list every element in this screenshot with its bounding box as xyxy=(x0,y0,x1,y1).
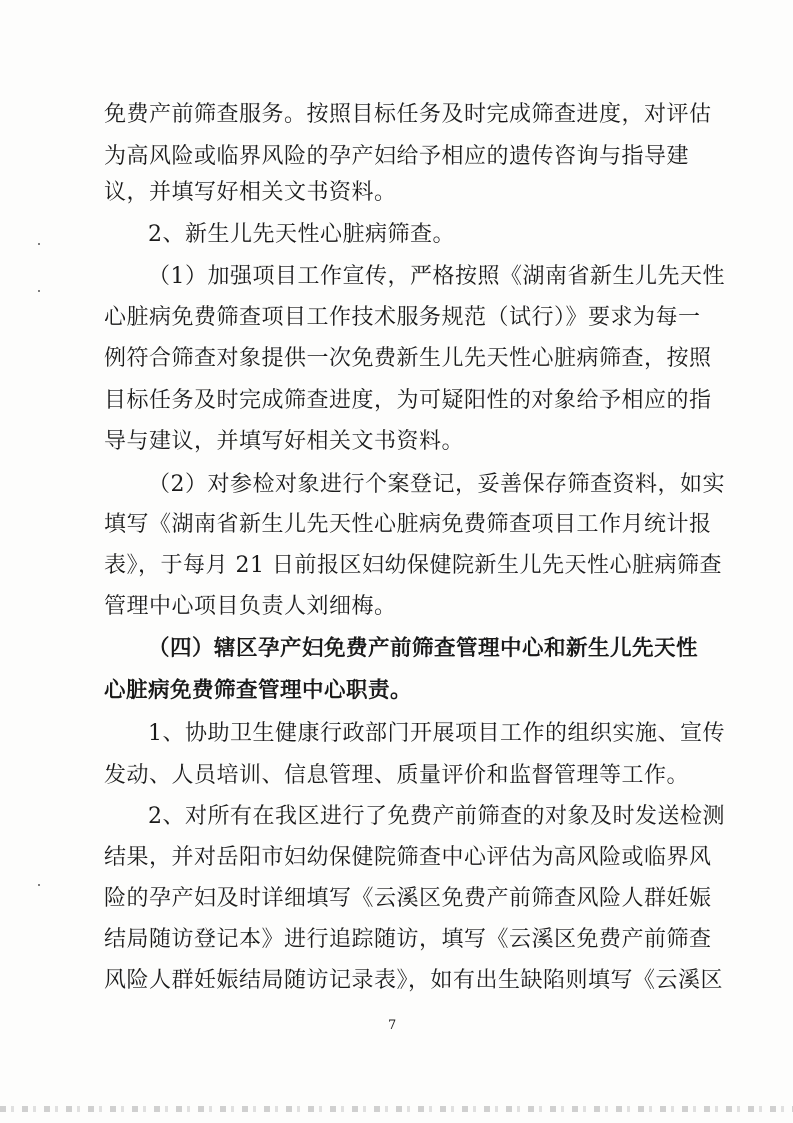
text-line: 为高风险或临界风险的孕产妇给予相应的遗传咨询与指导建 xyxy=(104,144,690,169)
text-line: 例符合筛查对象提供一次免费新生儿先天性心脏病筛查，按照 xyxy=(104,346,712,371)
text-line: 心脏病免费筛查项目工作技术服务规范（试行）》要求为每一 xyxy=(104,305,701,330)
text-line: 导与建议，并填写好相关文书资料。 xyxy=(104,429,465,454)
scan-speck xyxy=(38,884,40,886)
text-line: 险的孕产妇及时详细填写《云溪区免费产前筛查风险人群妊娠 xyxy=(104,886,712,911)
text-line: （2）对参检对象进行个案登记，妥善保存筛查资料，如实 xyxy=(148,472,725,497)
section-heading: （四）辖区孕产妇免费产前筛查管理中心和新生儿先天性 xyxy=(148,636,699,661)
text-line: 填写《湖南省新生儿先天性心脏病免费筛查项目工作月统计报 xyxy=(104,512,712,537)
text-line: 表》，于每月 21 日前报区妇幼保健院新生儿先天性心脏病筛查 xyxy=(104,553,722,578)
text-line: 风险人群妊娠结局随访记录表》，如有出生缺陷则填写《云溪区 xyxy=(104,968,724,993)
text-line: 免费产前筛查服务。按照目标任务及时完成筛查进度，对评估 xyxy=(104,102,712,127)
subheading-line: 2、新生儿先天性心脏病筛查。 xyxy=(148,222,455,247)
scan-speck xyxy=(38,243,40,245)
section-heading: 心脏病免费筛查管理中心职责。 xyxy=(104,678,413,703)
text-line: 目标任务及时完成筛查进度，为可疑阳性的对象给予相应的指 xyxy=(104,388,712,413)
text-line: 结局随访登记本》进行追踪随访，填写《云溪区免费产前筛查 xyxy=(104,927,712,952)
text-line: （1）加强项目工作宣传，严格按照《湖南省新生儿先天性 xyxy=(148,264,725,289)
scan-edge xyxy=(0,1106,793,1112)
text-line: 1、协助卫生健康行政部门开展项目工作的组织实施、宣传 xyxy=(148,721,725,746)
text-line: 2、对所有在我区进行了免费产前筛查的对象及时发送检测 xyxy=(148,804,725,829)
page-number: 7 xyxy=(388,1018,397,1033)
text-line: 结果，并对岳阳市妇幼保健院筛查中心评估为高风险或临界风 xyxy=(104,845,712,870)
text-line: 发动、人员培训、信息管理、质量评价和监督管理等工作。 xyxy=(104,763,690,788)
text-line: 议，并填写好相关文书资料。 xyxy=(104,180,397,205)
scan-speck xyxy=(38,290,40,292)
text-line: 管理中心项目负责人刘细梅。 xyxy=(104,594,397,619)
